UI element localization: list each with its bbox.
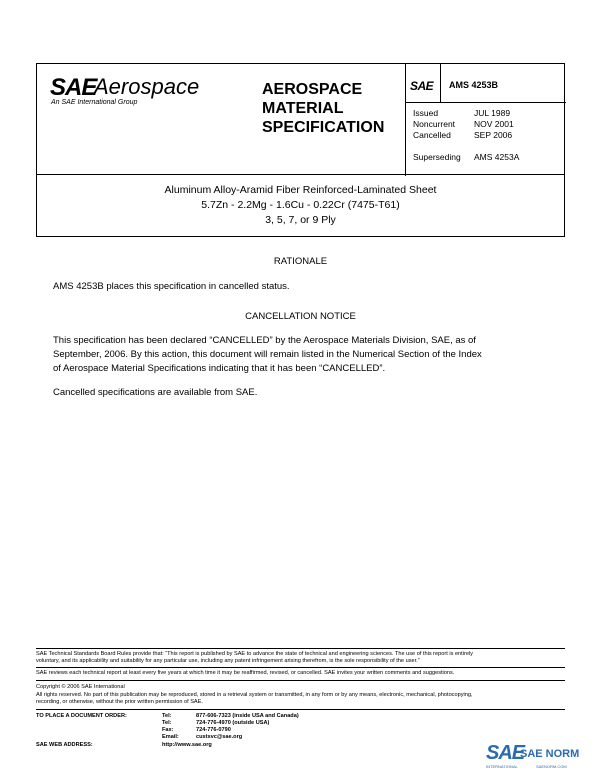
sae-small-logo: SAE [410,79,434,93]
cancellation-heading: CANCELLATION NOTICE [245,311,356,322]
footer-rule [36,648,565,649]
issued-label: Issued [413,108,439,118]
cancellation-text-line-1: This specification has been declared “CANCELLED” by the Aerospace Materials Division, SAE, as of [53,335,476,346]
aerospace-logo-text: Aerospace [94,74,200,99]
rights-text-line-2: recording, or otherwise, without the prior written permission of SAE. [36,699,203,705]
footer-rule [36,709,565,710]
sae-logo: SAE [50,74,97,101]
superseding-label: Superseding [413,152,461,162]
spec-type-line-3: SPECIFICATION [262,119,385,136]
rationale-heading: RATIONALE [273,256,328,267]
cancelled-date: SEP 2006 [474,130,513,140]
web-address-link[interactable]: http://www.sae.org [162,742,212,748]
contact-value: 724-776-0790 [196,727,231,733]
availability-text: Cancelled specifications are available from SAE. [53,387,258,398]
contact-type: Tel: [162,720,172,726]
header-divider [405,102,566,103]
document-number: AMS 4253B [449,80,499,90]
contact-type: Email: [162,734,179,740]
watermark-sae-logo: SAE [486,742,525,764]
cancelled-label: Cancelled [413,130,451,140]
footer-rule [36,680,565,681]
cancellation-text-line-2: September, 2006. By this action, this document will remain listed in the Numerical Section of the Index [53,349,482,360]
web-label: SAE WEB ADDRESS: [36,742,93,748]
superseding-value: AMS 4253A [474,152,520,162]
footer-rule [36,667,565,668]
rationale-text: AMS 4253B places this specification in cancelled status. [53,281,290,292]
rights-text-line-1: All rights reserved. No part of this publication may be reproduced, stored in a retrieval system or transmitted, in any form or by any means, electronic, mechanical, photocopying, [36,692,473,698]
watermark-sub-left: INTERNATIONAL [486,764,518,769]
document-title-line-1: Aluminum Alloy-Aramid Fiber Reinforced-Laminated Sheet [164,184,437,196]
document-title-line-3: 3, 5, 7, or 9 Ply [265,214,336,226]
noncurrent-date: NOV 2001 [474,119,514,129]
rules-text-line-1: SAE Technical Standards Board Rules provide that: “This report is published by SAE to advance the state of technical and engineering sciences. The use of this report is entirely [36,651,473,657]
issued-date: JUL 1989 [474,108,511,118]
cancellation-text-line-3: of Aerospace Material Specifications indicating that it has been “CANCELLED”. [53,363,386,374]
contact-type: Fax: [162,727,174,733]
contact-value: 877-606-7323 (inside USA and Canada) [196,713,299,719]
copyright-text: Copyright © 2006 SAE International [36,684,125,690]
watermark-sub-right: SAENORM.COM [536,764,567,769]
contact-type: Tel: [162,713,172,719]
order-label: TO PLACE A DOCUMENT ORDER: [36,713,127,719]
review-text: SAE reviews each technical report at least every five years at which time it may be reaffirmed, revised, or cancelled. SAE invites your written comments and suggestions. [36,670,455,676]
spec-type-line-2: MATERIAL [262,100,344,117]
header-divider [405,64,406,176]
watermark-sae-norm: SAE NORM [520,748,580,760]
rules-text-line-2: voluntary, and its applicability and suitability for any particular use, including any patent infringement arising therefrom, is the sole responsibility of the user.” [36,658,420,664]
noncurrent-label: Noncurrent [413,119,456,129]
contact-email[interactable]: custsvc@sae.org [196,734,243,740]
spec-type-line-1: AEROSPACE [262,81,363,98]
header-divider [440,64,441,102]
contact-value: 724-776-4970 (outside USA) [196,720,270,726]
logo-subtitle: An SAE International Group [51,99,138,106]
document-title-line-2: 5.7Zn - 2.2Mg - 1.6Cu - 0.22Cr (7475-T61) [201,199,400,211]
